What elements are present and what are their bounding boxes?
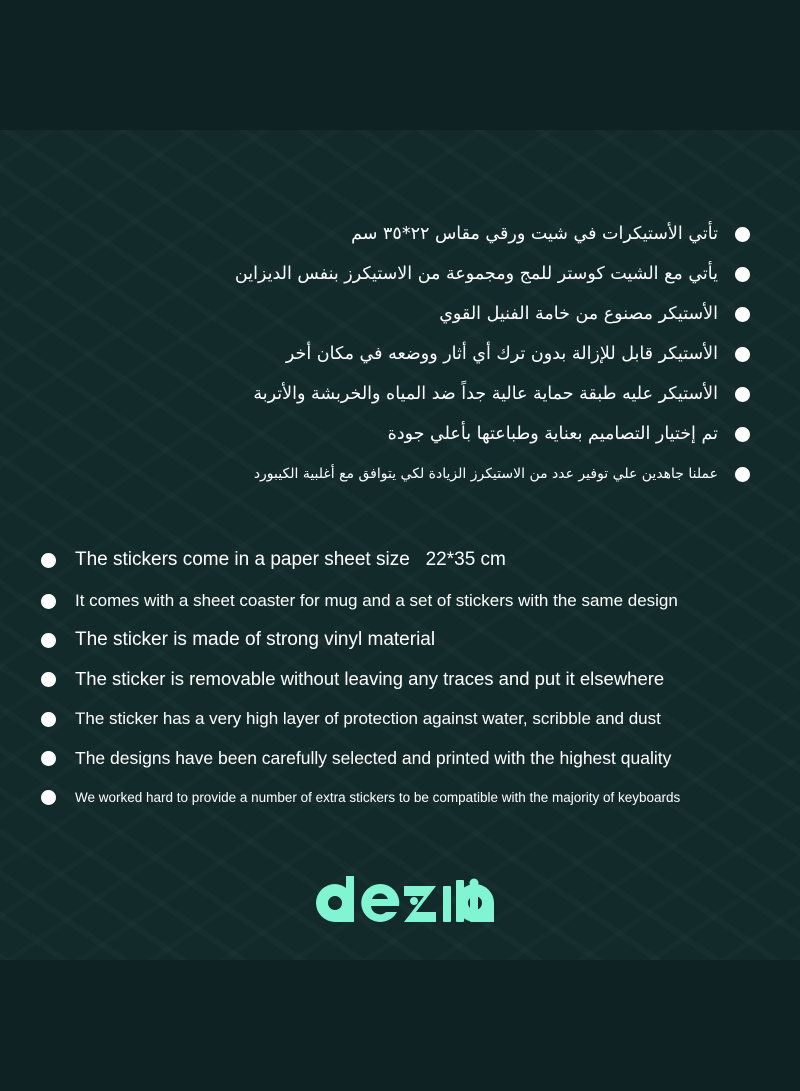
list-item: الأستيكر عليه طبقة حماية عالية جداً ضد المياه والخربشة والأتربة bbox=[253, 384, 750, 404]
list-item: The sticker is made of strong vinyl material bbox=[41, 629, 435, 651]
dezilia-logo-icon bbox=[316, 876, 510, 922]
bullet-icon bbox=[735, 347, 750, 362]
bullet-icon bbox=[735, 267, 750, 282]
bullet-icon bbox=[41, 790, 56, 805]
list-item: We worked hard to provide a number of extra stickers to be compatible with the majority of keyboards bbox=[41, 790, 680, 805]
list-item: It comes with a sheet coaster for mug and a set of stickers with the same design bbox=[41, 591, 678, 611]
bullet-icon bbox=[735, 227, 750, 242]
bullet-icon bbox=[41, 712, 56, 727]
list-item: تم إختيار التصاميم بعناية وطباعتها بأعلي جودة bbox=[388, 424, 750, 444]
list-item: The sticker is removable without leaving any traces and put it elsewhere bbox=[41, 668, 664, 690]
bullet-icon bbox=[735, 307, 750, 322]
bullet-icon bbox=[735, 467, 750, 482]
bullet-icon bbox=[41, 751, 56, 766]
list-item: الأستيكر مصنوع من خامة الفنيل القوي bbox=[439, 304, 750, 324]
list-item: عملنا جاهدين علي توفير عدد من الاستيكرز الزيادة لكي يتوافق مع أغلبية الكيبورد bbox=[254, 466, 750, 482]
list-item: تأتي الأستيكرات في شيت ورقي مقاس ٢٢*٣٥ سم bbox=[351, 224, 750, 244]
bullet-icon bbox=[41, 633, 56, 648]
list-item: The designs have been carefully selected and printed with the highest quality bbox=[41, 748, 671, 769]
list-item: The sticker has a very high layer of protection against water, scribble and dust bbox=[41, 709, 661, 729]
list-item: The stickers come in a paper sheet size 22*35 cm bbox=[41, 549, 506, 571]
bullet-icon bbox=[41, 553, 56, 568]
bullet-icon bbox=[735, 427, 750, 442]
bullet-icon bbox=[41, 672, 56, 687]
list-item: يأتي مع الشيت كوستر للمج ومجموعة من الاستيكرز بنفس الديزاين bbox=[235, 264, 750, 284]
list-item: الأستيكر قابل للإزالة بدون ترك أي أثار ووضعه في مكان أخر bbox=[286, 344, 750, 364]
bullet-icon bbox=[735, 387, 750, 402]
bullet-icon bbox=[41, 594, 56, 609]
background-panel bbox=[0, 130, 800, 960]
